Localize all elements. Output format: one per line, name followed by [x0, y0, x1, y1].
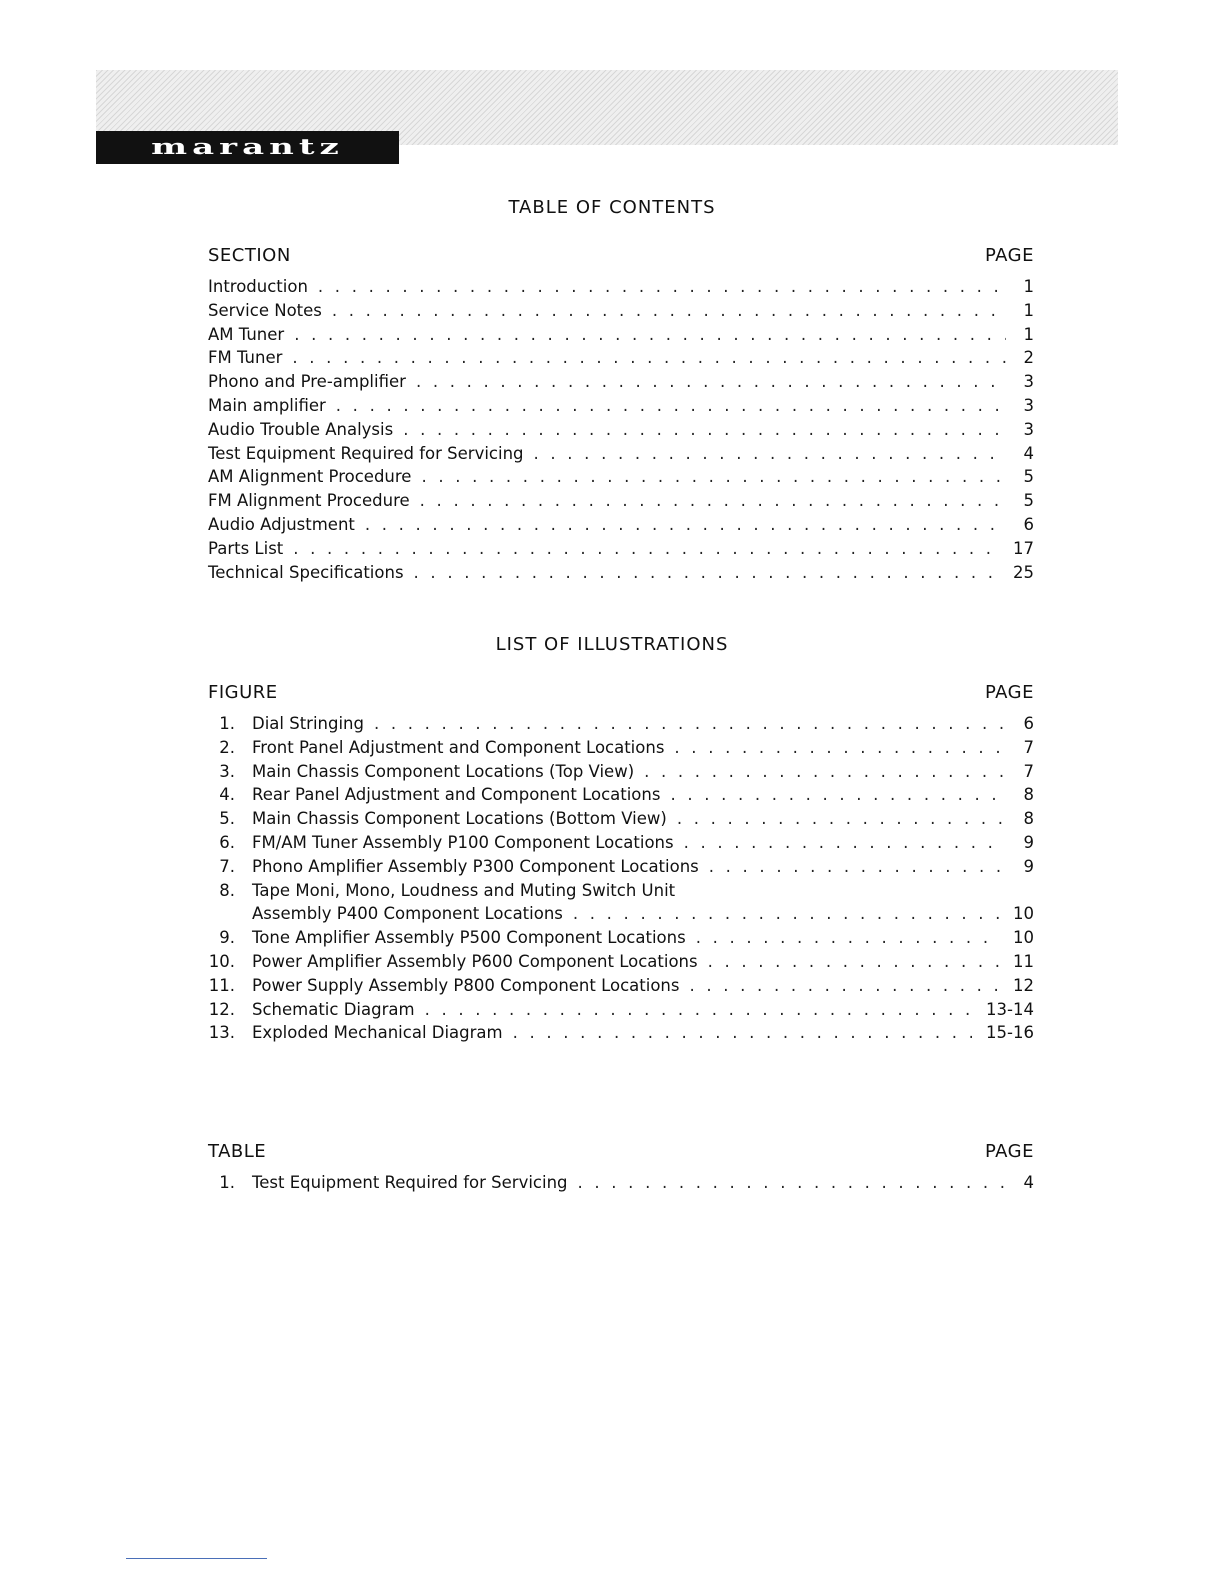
toc-title: TABLE OF CONTENTS — [508, 197, 716, 218]
list-item — [208, 783, 1034, 807]
list-item-continuation — [208, 902, 1034, 926]
dot-leader — [425, 998, 972, 1022]
entry-label: Introduction — [208, 277, 308, 296]
entry-label: FM Tuner — [208, 348, 283, 368]
brand-logo-text: marantz — [151, 134, 344, 160]
list-item — [208, 879, 1034, 903]
entry-label: AM Alignment Procedure — [208, 467, 412, 487]
list-item — [208, 561, 1034, 585]
dot-leader — [690, 974, 1000, 998]
entry-label: Audio Trouble Analysis — [208, 419, 394, 439]
entry-page: 3 — [1023, 395, 1034, 415]
entry-number: 7. — [219, 856, 235, 876]
entry-label: Tone Amplifier Assembly P500 Component Locations — [252, 928, 686, 948]
list-item — [208, 712, 1034, 736]
dot-leader — [709, 855, 1006, 879]
entry-label: Exploded Mechanical Diagram — [252, 1023, 503, 1043]
list-item — [208, 950, 1034, 974]
entry-page: 3 — [1023, 419, 1034, 439]
entry-page: 17 — [1013, 538, 1034, 558]
entry-page: 1 — [1023, 300, 1034, 320]
entry-page: 25 — [1013, 562, 1034, 582]
list-item — [208, 974, 1034, 998]
entry-page: 15-16 — [986, 1023, 1034, 1043]
entry-number: 9. — [219, 928, 235, 948]
illustrations-column-headers — [208, 682, 1034, 703]
list-item — [208, 1171, 1034, 1195]
entry-page: 7 — [1023, 761, 1034, 781]
list-item — [208, 323, 1034, 347]
entry-page: 4 — [1023, 443, 1034, 463]
list-item — [208, 1021, 1034, 1045]
list-item — [208, 465, 1034, 489]
entry-page: 11 — [1013, 951, 1034, 971]
entry-label: Dial Stringing — [252, 714, 364, 733]
list-item — [208, 513, 1034, 537]
dot-leader — [513, 1021, 972, 1045]
list-item — [208, 275, 1034, 299]
dot-leader — [670, 783, 1006, 807]
entry-page: 1 — [1023, 324, 1034, 344]
brand-logo — [96, 131, 399, 164]
entry-page: 6 — [1023, 514, 1034, 534]
list-item — [208, 855, 1034, 879]
toc-page-label: PAGE — [984, 245, 1034, 266]
entry-label: Phono Amplifier Assembly P300 Component Locations — [252, 856, 699, 876]
entry-label: Power Amplifier Assembly P600 Component Locations — [252, 951, 698, 971]
list-item — [208, 442, 1034, 466]
dot-leader — [365, 513, 1006, 537]
dot-leader — [336, 394, 1006, 418]
dot-leader — [292, 346, 1006, 370]
dot-leader — [708, 950, 999, 974]
list-item — [208, 489, 1034, 513]
dot-leader — [684, 831, 1006, 855]
footer-rule — [126, 1558, 267, 1559]
list-item — [208, 537, 1034, 561]
entry-label: Test Equipment Required for Servicing — [208, 443, 524, 463]
entry-number: 6. — [219, 832, 235, 852]
dot-leader — [696, 926, 999, 950]
entry-label: Technical Specifications — [208, 562, 404, 582]
entry-number: 3. — [219, 761, 235, 781]
entry-page: 8 — [1023, 809, 1034, 829]
entry-number: 11. — [208, 975, 235, 995]
entry-label: Tape Moni, Mono, Loudness and Muting Switch Unit — [252, 880, 676, 900]
table-label: TABLE — [208, 1141, 267, 1162]
entry-number: 2. — [219, 737, 235, 757]
entry-page: 6 — [1023, 714, 1034, 733]
dot-leader — [318, 275, 1006, 299]
list-item — [208, 370, 1034, 394]
toc-column-headers — [208, 245, 1034, 266]
tables-page-label: PAGE — [984, 1141, 1034, 1162]
list-item — [208, 760, 1034, 784]
entry-label: Test Equipment Required for Servicing — [252, 1173, 568, 1192]
list-item — [208, 394, 1034, 418]
toc-list — [208, 275, 1034, 584]
dot-leader — [416, 370, 1006, 394]
list-item — [208, 299, 1034, 323]
dot-leader — [293, 537, 999, 561]
entry-page: 13-14 — [986, 999, 1034, 1019]
dot-leader — [644, 760, 1006, 784]
dot-leader — [573, 902, 999, 926]
entry-label: Power Supply Assembly P800 Component Locations — [252, 975, 680, 995]
entry-number: 12. — [208, 999, 235, 1019]
entry-page: 8 — [1023, 785, 1034, 805]
dot-leader — [294, 323, 1006, 347]
toc-section-label: SECTION — [208, 245, 291, 266]
entry-label: Audio Adjustment — [208, 514, 355, 534]
tables-list — [208, 1171, 1034, 1195]
entry-label: Front Panel Adjustment and Component Locations — [252, 737, 665, 757]
tables-column-headers — [208, 1141, 1034, 1162]
entry-number: 1. — [219, 1173, 235, 1192]
dot-leader — [578, 1171, 1006, 1195]
entry-label: Main Chassis Component Locations (Bottom View) — [252, 809, 667, 829]
dot-leader — [421, 465, 1006, 489]
entry-label: Phono and Pre-amplifier — [208, 372, 406, 392]
entry-page: 10 — [1013, 928, 1034, 948]
entry-label: AM Tuner — [208, 324, 285, 344]
entry-page: 7 — [1023, 737, 1034, 757]
entry-page: 10 — [1013, 904, 1034, 924]
dot-leader — [677, 807, 1006, 831]
list-item — [208, 998, 1034, 1022]
entry-page: 3 — [1023, 372, 1034, 392]
entry-page: 9 — [1023, 856, 1034, 876]
list-item — [208, 418, 1034, 442]
entry-number: 8. — [219, 880, 235, 900]
entry-page: 2 — [1023, 348, 1034, 368]
entry-page: 9 — [1023, 832, 1034, 852]
entry-number: 10. — [208, 951, 235, 971]
entry-label: Service Notes — [208, 300, 322, 320]
entry-number: 1. — [219, 714, 235, 733]
entry-page: 1 — [1023, 277, 1034, 296]
entry-label-continued: Assembly P400 Component Locations — [252, 904, 563, 924]
entry-label: FM/AM Tuner Assembly P100 Component Locations — [252, 832, 674, 852]
entry-page: 4 — [1023, 1173, 1034, 1192]
list-item — [208, 807, 1034, 831]
entry-label: Rear Panel Adjustment and Component Locations — [252, 785, 661, 805]
illustrations-page-label: PAGE — [984, 682, 1034, 703]
dot-leader — [374, 712, 1006, 736]
list-item — [208, 346, 1034, 370]
dot-leader — [534, 442, 1006, 466]
list-item — [208, 926, 1034, 950]
entry-label: Main amplifier — [208, 395, 326, 415]
entry-number: 13. — [208, 1023, 235, 1043]
entry-page: 5 — [1023, 491, 1034, 511]
entry-label: Parts List — [208, 538, 284, 558]
illustrations-list — [208, 712, 1034, 1045]
illustrations-title: LIST OF ILLUSTRATIONS — [495, 634, 729, 655]
figure-label: FIGURE — [208, 682, 278, 703]
entry-number: 5. — [219, 809, 235, 829]
entry-page: 5 — [1023, 467, 1034, 487]
entry-number: 4. — [219, 785, 235, 805]
entry-label: Schematic Diagram — [252, 999, 415, 1019]
dot-leader — [420, 489, 1006, 513]
list-item — [208, 736, 1034, 760]
list-item — [208, 831, 1034, 855]
entry-label: Main Chassis Component Locations (Top View) — [252, 761, 635, 781]
dot-leader — [674, 736, 1006, 760]
dot-leader — [403, 418, 1006, 442]
entry-page: 12 — [1013, 975, 1034, 995]
entry-label: FM Alignment Procedure — [208, 491, 410, 511]
dot-leader — [332, 299, 1006, 323]
dot-leader — [414, 561, 999, 585]
